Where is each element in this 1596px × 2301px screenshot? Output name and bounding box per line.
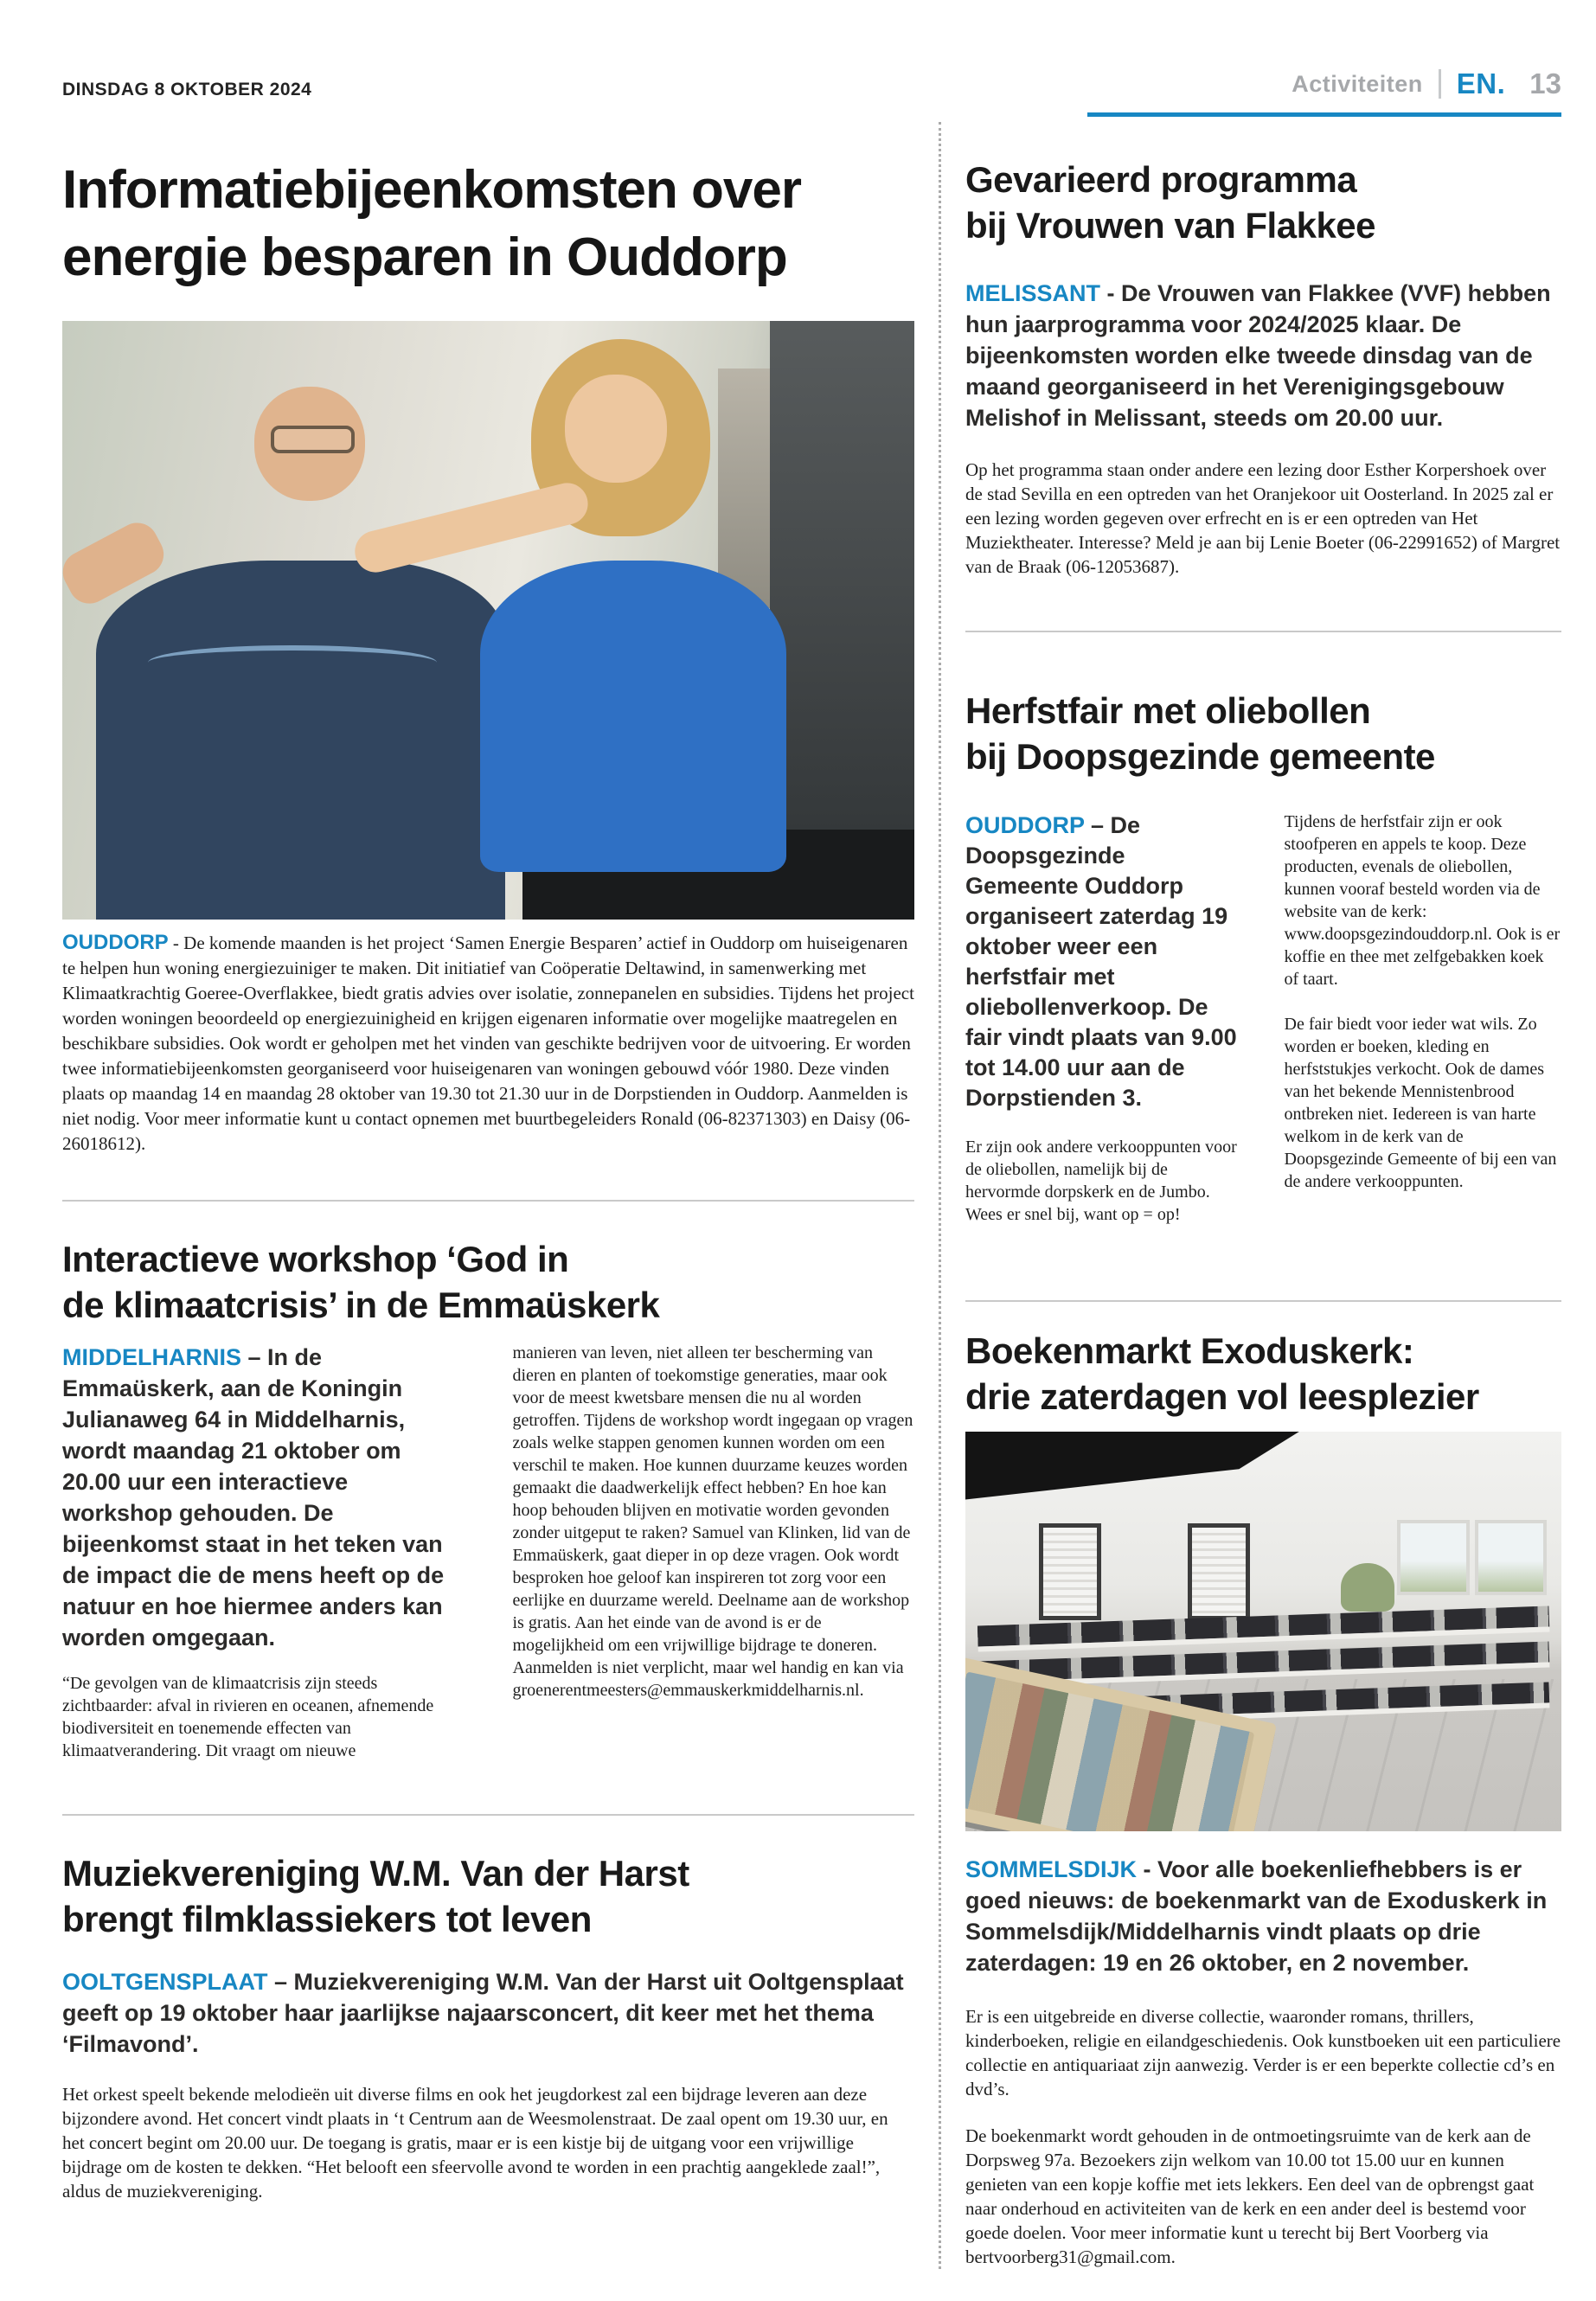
vrouwen-headline	[965, 157, 1561, 248]
section-divider	[965, 1300, 1561, 1302]
herfstfair-right-body-2: De fair biedt voor ieder wat wils. Zo worden er boeken, kleding en herfststukjes verkocht. Ook de dames van het bekende Mennistenbrood ontbreken niet. Iedereen is van harte welkom in de kerk van de Doopsgezinde Gemeente of bij een van de andere verkooppunten.	[1284, 1015, 1557, 1191]
vrouwen-intro-text: - De Vrouwen van Flakkee (VVF) hebben hun jaarprogramma voor 2024/2025 klaar. De bijeenkomsten worden elke tweede dinsdag van de maand georganiseerd in het Verenigingsgebouw Melishof in Melissant, steeds om 20.00 uur.	[965, 280, 1551, 431]
photo-shape-plant	[1341, 1563, 1394, 1611]
main-headline-line1: Informatiebijeenkomsten over	[62, 160, 802, 220]
boekenmarkt-intro-text: - Voor alle boekenliefhebbers is er goed nieuws: de boekenmarkt van de Exoduskerk in Sommelsdijk/Middelharnis vindt plaats op drie zaterdagen: 19 en 26 oktober, en 2 november.	[965, 1856, 1548, 1976]
photo-shape-woman-torso	[480, 561, 787, 872]
brand-logo: EN.	[1456, 67, 1506, 99]
page-date: DINSDAG 8 OKTOBER 2024	[62, 80, 312, 99]
photo-shape-door	[1043, 1528, 1097, 1616]
herfstfair-left-body: Er zijn ook andere verkooppunten voor de oliebollen, namelijk bij de hervormde dorpskerk en de Jumbo. Wees er snel bij, want op = op!	[965, 1138, 1237, 1224]
masthead-separator	[1439, 69, 1441, 99]
workshop-intro	[62, 1342, 465, 1653]
vrouwen-headline-line1: Gevarieerd programma	[965, 159, 1357, 200]
caption-text: - De komende maanden is het project ‘Samen Energie Besparen’ actief in Ouddorp om huiseigenaren te helpen hun woning energiezuiniger te maken. Dit initiatief van Coöperatie Deltawind, in samenwerking met Klimaatkrachtig Goeree-Overflakkee, biedt gratis advies over isolatie, zonnepanelen en subsidies. Tijdens het project worden woningen beoordeeld op energiezuinigheid en krijgen eigenaren informatie over mogelijke maatregelen en beschikbare subsidies. Ook wordt er geholpen met het vinden van geschikte bedrijven voor de uitvoering. Er worden twee informatiebijeenkomsten georganiseerd voor huiseigenaren van woningen gebouwd vóór 1980. Deze vinden plaats op maandag 14 en maandag 28 oktober van 19.30 tot 21.30 uur in de Dorpstienden in Ouddorp. Aanmelden is niet nodig. Voor meer informatie kunt u contact opnemen met buurtbegeleiders Ronald (06-82371303) en Daisy (06-26018612).	[62, 933, 914, 1154]
herfstfair-headline	[965, 688, 1561, 779]
page-number: 13	[1529, 67, 1561, 99]
photo-shape-man-glasses	[271, 426, 355, 453]
muziek-body: Het orkest speelt bekende melodieën uit diverse films en ook het jeugdorkest zal een bijdrage leveren aan deze bijzondere avond. Het concert vindt plaats in ‘t Centrum aan de Weesmolenstraat. De zaal opent om 19.30 uur, en het concert begint om 20.00 uur. De toegang is gratis, maar er is een kistje bij de uitgang voor een vrijwillige bijdrage om de kosten te dekken. “Het belooft een sfeervolle avond te worden in een prachtig aangeklede zaal!”, aldus de muziekvereniging.	[62, 2084, 888, 2202]
boekenmarkt-body-1: Er is een uitgebreide en diverse collectie, waaronder romans, thrillers, kinderboeken, religie en eilandgeschiedenis. Ook kunstboeken uit een particuliere collectie en antiquariaat zijn aanwezig. Verder is er een beperkte collectie cd’s en dvd’s.	[965, 2006, 1561, 2099]
herfstfair-intro-text: – De Doopsgezinde Gemeente Ouddorp organiseert zaterdag 19 oktober weer een herfstfair met oliebollenverkoop. De fair vindt plaats van 9.00 tot 14.00 uur aan de Dorpstienden 3.	[965, 812, 1237, 1111]
boekenmarkt-headline-line1: Boekenmarkt Exoduskerk:	[965, 1330, 1414, 1371]
section-divider	[965, 631, 1561, 632]
workshop-headline-line1: Interactieve workshop ‘God in	[62, 1239, 569, 1279]
photo-shape-shelf	[718, 369, 769, 608]
page-columns	[0, 117, 1596, 2269]
left-column	[62, 117, 914, 2269]
photo-shape-man-stripe	[148, 645, 438, 681]
column-divider-dotted	[939, 122, 941, 2269]
location-tag-ouddorp-2: OUDDORP	[965, 812, 1085, 838]
boekenmarkt-intro	[965, 1854, 1561, 1978]
workshop-headline	[62, 1236, 914, 1328]
photo-shape-window	[1401, 1523, 1466, 1592]
photo-shape-window	[1478, 1523, 1544, 1592]
location-tag-sommelsdijk: SOMMELSDIJK	[965, 1856, 1138, 1882]
boekenmarkt-headline	[965, 1328, 1561, 1420]
vrouwen-intro	[965, 278, 1561, 433]
muziek-headline-line1: Muziekvereniging W.M. Van der Harst	[62, 1853, 689, 1894]
muziek-headline	[62, 1850, 914, 1942]
masthead-right	[1292, 67, 1561, 100]
masthead	[0, 0, 1596, 100]
workshop-column-2	[513, 1342, 915, 1762]
main-headline	[62, 157, 914, 292]
vrouwen-headline-line2: bij Vrouwen van Flakkee	[965, 205, 1376, 246]
workshop-column-1	[62, 1342, 465, 1762]
boekenmarkt-body-2: De boekenmarkt wordt gehouden in de ontmoetingsruimte van de kerk aan de Dorpsweg 97a. Bezoekers zijn welkom van 10.00 tot 15.00 uur en kunnen genieten van een kopje koffie met iets lekkers. Een deel van de opbrengst gaat naar onderhoud en activiteiten van de kerk en een ander deel is bestemd voor goede doelen. Voor meer informatie kunt u terecht bij Bert Voorberg via bertvoorberg31@gmail.com.	[965, 2125, 1535, 2267]
section-divider	[62, 1200, 914, 1202]
muziek-intro	[62, 1966, 914, 2060]
photo-shape-woman-head	[565, 375, 667, 483]
workshop-headline-line2: de klimaatcrisis’ in de Emmaüskerk	[62, 1285, 660, 1325]
location-tag-middelharnis: MIDDELHARNIS	[62, 1344, 241, 1370]
herfstfair-right-body-1: Tijdens de herfstfair zijn er ook stoofperen en appels te koop. Deze producten, evenals de oliebollen, kunnen vooraf besteld worden via de website van de kerk: www.doopsgezindouddorp.nl. Ook is er koffie en thee met zelfgebakken koek of taart.	[1284, 812, 1561, 989]
section-label: Activiteiten	[1292, 70, 1423, 97]
photo-shape-ceiling	[965, 1432, 1299, 1500]
location-tag-melissant: MELISSANT	[965, 280, 1101, 306]
photo-shape-man-torso	[96, 561, 505, 920]
section-divider	[62, 1814, 914, 1816]
herfstfair-intro	[965, 811, 1243, 1113]
location-tag-ouddorp: OUDDORP	[62, 931, 169, 954]
vrouwen-body: Op het programma staan onder andere een lezing door Esther Korpershoek over de stad Sevilla en een optreden van het Oranjekoor uit Oosterland. In 2025 zal er een lezing worden gegeven over erfrecht en is er een optreden van Het Muziektheater. Interesse? Meld je aan bij Lenie Boeter (06-22991652) of Margret van de Braak (06-12053687).	[965, 459, 1561, 577]
workshop-intro-text: – In de Emmaüskerk, aan de Koningin Julianaweg 64 in Middelharnis, wordt maandag 21 oktober om 20.00 uur een interactieve workshop gehouden. De bijeenkomst staat in het teken van de impact die de mens heeft op de natuur en hoe hiermee anders kan worden omgegaan.	[62, 1344, 445, 1650]
photo-caption-energie	[62, 930, 914, 1157]
herfstfair-headline-line1: Herfstfair met oliebollen	[965, 690, 1371, 731]
workshop-body: manieren van leven, niet alleen ter bescherming van dieren en planten of toekomstige generaties, maar ook voor de meest kwetsbare mensen die nu al worden getroffen. Tijdens de workshop wordt ingegaan op vragen zoals welke stappen genomen kunnen worden om een verschil te maken. Hoe kunnen duurzame keuzes worden gemaakt die daadwerkelijk effect hebben? En hoe kan hoop behouden blijven en motivatie worden gevonden zonder uitgeput te raken? Samuel van Klinken, lid van de Emmaüskerk, gaat dieper in op deze vragen. Ook wordt besproken hoe geloof kan inspireren tot zorg voor een eerlijke en duurzame wereld. Deelname aan de workshop is gratis. Aan het einde van de avond is er de mogelijkheid om een vrijwillige bijdrage te doneren. Aanmelden is niet verplicht, maar wel handig en kan via groenerentmeesters@emmauskerkmiddelharnis.nl.	[512, 1343, 913, 1700]
article-photo-energie	[62, 321, 914, 920]
workshop-columns	[62, 1342, 914, 1762]
herfstfair-column-1	[965, 811, 1243, 1226]
boekenmarkt-headline-line2: drie zaterdagen vol leesplezier	[965, 1376, 1479, 1417]
workshop-quote: “De gevolgen van de klimaatcrisis zijn steeds zichtbaarder: afval in rivieren en oceanen, afnemende biodiversiteit en toenemende effecten van klimaatverandering. Dit vraagt om nieuwe	[62, 1674, 434, 1760]
right-column	[965, 117, 1561, 2269]
photo-shape-door	[1192, 1528, 1246, 1616]
article-photo-boekenmarkt	[965, 1432, 1561, 1831]
muziek-headline-line2: brengt filmklassiekers tot leven	[62, 1899, 592, 1939]
location-tag-ooltgensplaat: OOLTGENSPLAAT	[62, 1969, 268, 1995]
muziek-intro-text: – Muziekvereniging W.M. Van der Harst uit Ooltgensplaat geeft op 19 oktober haar jaarlijkse najaarsconcert, dit keer met het thema ‘Filmavond’.	[62, 1969, 904, 2057]
main-headline-line2: energie besparen in Ouddorp	[62, 228, 787, 287]
herfstfair-headline-line2: bij Doopsgezinde gemeente	[965, 736, 1435, 777]
photo-shape-woman-arm	[350, 478, 592, 577]
herfstfair-columns	[965, 811, 1561, 1226]
herfstfair-column-2	[1285, 811, 1562, 1226]
